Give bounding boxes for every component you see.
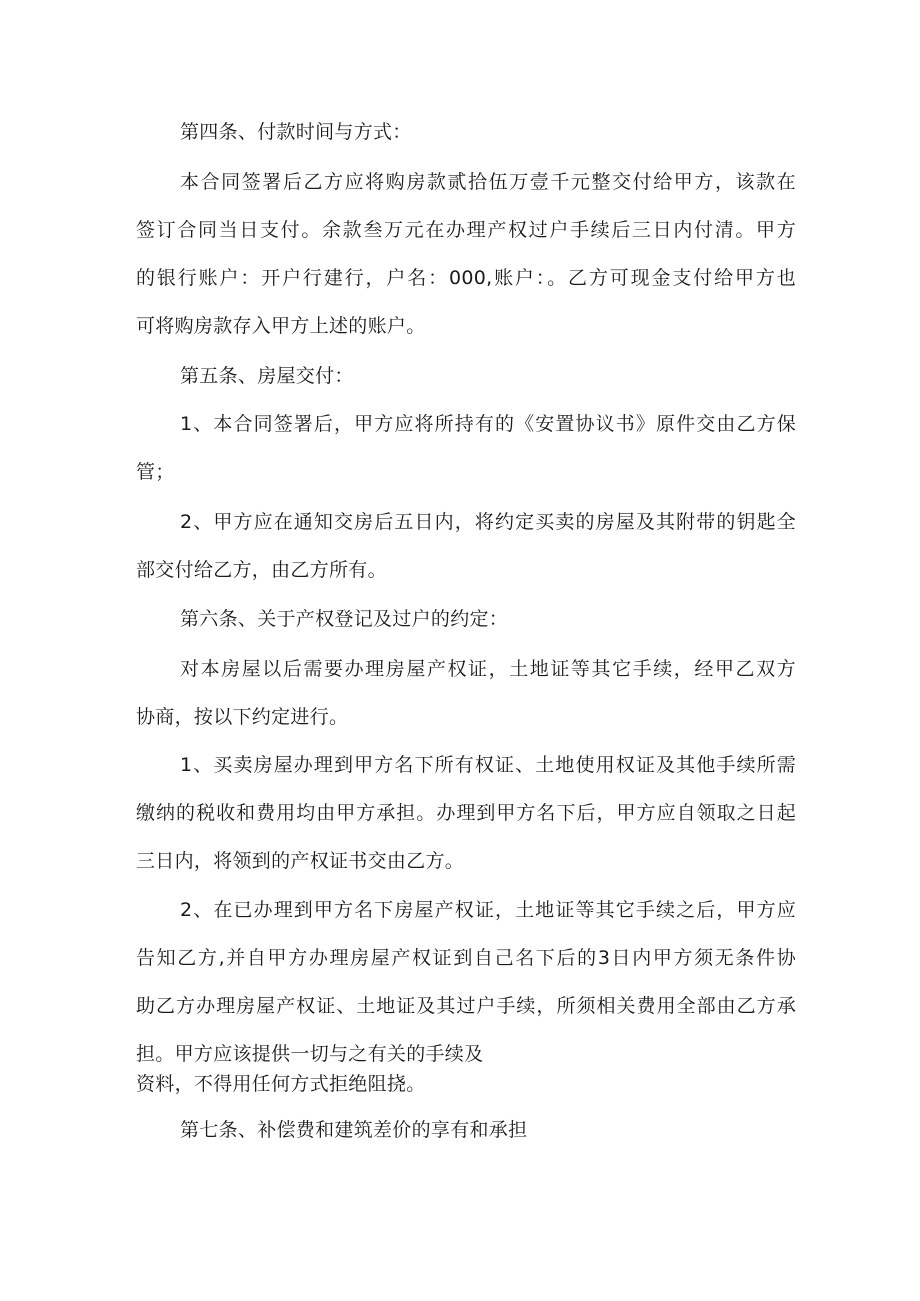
paragraph-line: 告知乙方,并自甲方办理房屋产权证到自己名下后的3日内甲方须无条件协 — [136, 947, 796, 969]
heading-article-7: 第七条、补偿费和建筑差价的享有和承担 — [180, 1119, 528, 1141]
paragraph-line: 对本房屋以后需要办理房屋产权证，土地证等其它手续，经甲乙双方 — [180, 658, 796, 680]
paragraph-line: 担。甲方应该提供一切与之有关的手续及 — [136, 1043, 484, 1065]
paragraph-line: 的银行账户：开户行建行，户名：000,账户：。乙方可现金支付给甲方也 — [136, 267, 796, 289]
paragraph-line: 缴纳的税收和费用均由甲方承担。办理到甲方名下后，甲方应自领取之日起 — [136, 802, 796, 824]
paragraph-line: 管； — [136, 461, 175, 483]
paragraph-line: 协商，按以下约定进行。 — [136, 706, 349, 728]
paragraph-line: 助乙方办理房屋产权证、土地证及其过户手续，所须相关费用全部由乙方承 — [136, 995, 796, 1017]
paragraph-line: 本合同签署后乙方应将购房款贰拾伍万壹千元整交付给甲方，该款在 — [180, 171, 796, 193]
heading-article-5: 第五条、房屋交付： — [180, 365, 354, 387]
paragraph-line: 资料，不得用任何方式拒绝阻挠。 — [136, 1073, 426, 1095]
paragraph-line: 1、买卖房屋办理到甲方名下所有权证、土地使用权证及其他手续所需 — [180, 754, 796, 776]
heading-article-6: 第六条、关于产权登记及过户的约定： — [180, 608, 509, 630]
paragraph-line: 2、在已办理到甲方名下房屋产权证，土地证等其它手续之后，甲方应 — [180, 899, 796, 921]
paragraph-line: 可将购房款存入甲方上述的账户。 — [136, 315, 426, 337]
paragraph-line: 1、本合同签署后，甲方应将所持有的《安置协议书》原件交由乙方保 — [180, 413, 796, 435]
paragraph-line: 签订合同当日支付。余款叁万元在办理产权过户手续后三日内付清。甲方 — [136, 219, 796, 241]
paragraph-line: 三日内，将领到的产权证书交由乙方。 — [136, 850, 465, 872]
heading-article-4: 第四条、付款时间与方式： — [180, 121, 412, 143]
paragraph-line: 部交付给乙方，由乙方所有。 — [136, 559, 387, 581]
paragraph-line: 2、甲方应在通知交房后五日内，将约定买卖的房屋及其附带的钥匙全 — [180, 511, 796, 533]
